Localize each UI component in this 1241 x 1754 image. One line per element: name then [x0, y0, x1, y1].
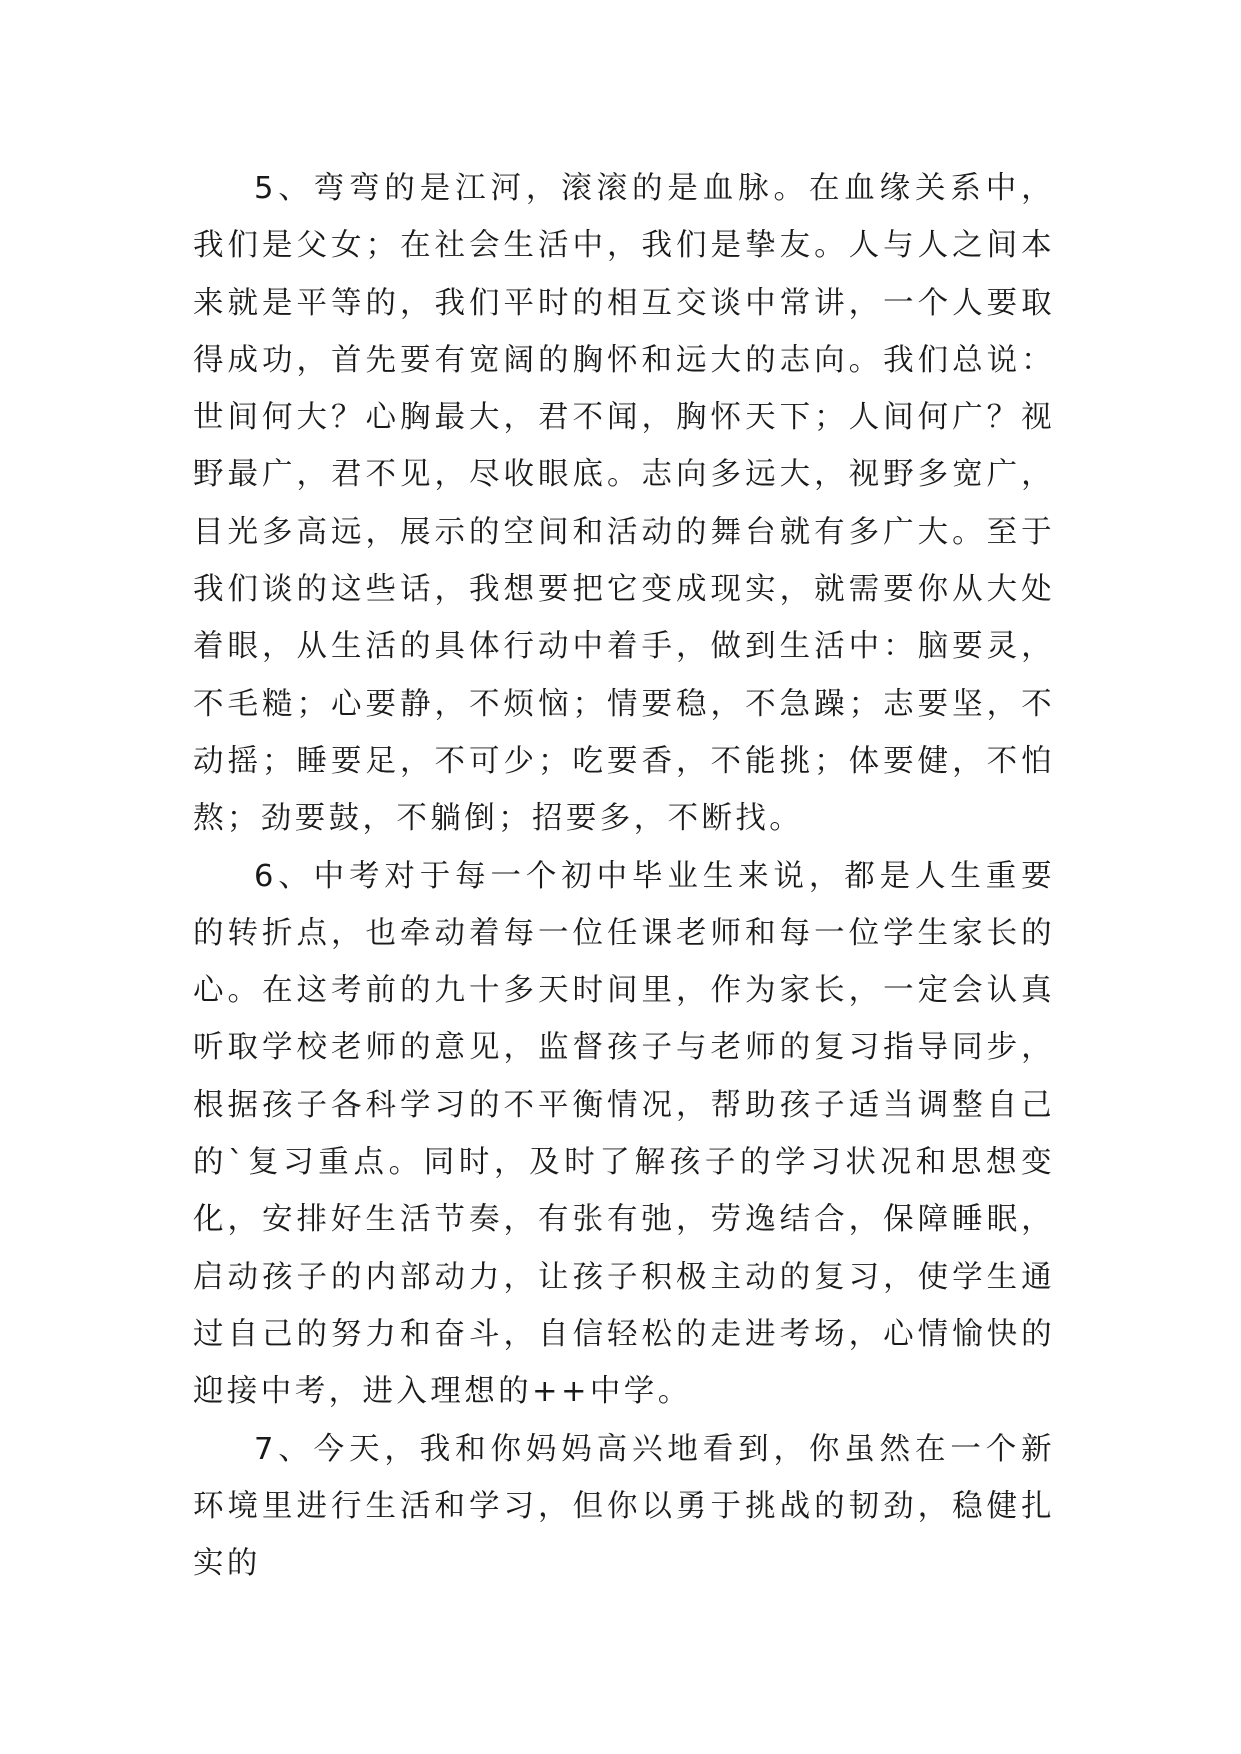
paragraph-5: 5、弯弯的是江河，滚滚的是血脉。在血缘关系中，我们是父女；在社会生活中，我们是挚友。人与人之间本来就是平等的，我们平时的相互交谈中常讲，一个人要取得成功，首先要有宽阔的胸怀和远大的志向。我们总说：世间何大？心胸最大，君不闻，胸怀天下；人间何广？视野最广，君不见，尽收眼底。志向多远大，视野多宽广，目光多高远，展示的空间和活动的舞台就有多广大。至于我们谈的这些话，我想要把它变成现实，就需要你从大处着眼，从生活的具体行动中着手，做到生活中：脑要灵，不毛糙；心要静，不烦恼；情要稳，不急躁；志要坚，不动摇；睡要足，不可少；吃要香，不能挑；体要健，不怕熬；劲要鼓，不躺倒；招要多，不断找。: [193, 171, 1055, 837]
document-body: [193, 160, 1055, 1592]
paragraph-6: 6、中考对于每一个初中毕业生来说，都是人生重要的转折点，也牵动着每一位任课老师和每一位学生家长的心。在这考前的九十多天时间里，作为家长，一定会认真听取学校老师的意见，监督孩子与老师的复习指导同步，根据孩子各科学习的不平衡情况，帮助孩子适当调整自己的`复习重点。同时，及时了解孩子的学习状况和思想变化，安排好生活节奏，有张有弛，劳逸结合，保障睡眠，启动孩子的内部动力，让孩子积极主动的复习，使学生通过自己的努力和奋斗，自信轻松的走进考场，心情愉快的迎接中考，进入理想的++中学。: [193, 858, 1055, 1410]
paragraph-7: 7、今天，我和你妈妈高兴地看到，你虽然在一个新环境里进行生活和学习，但你以勇于挑战的韧劲，稳健扎实的: [193, 1431, 1055, 1582]
